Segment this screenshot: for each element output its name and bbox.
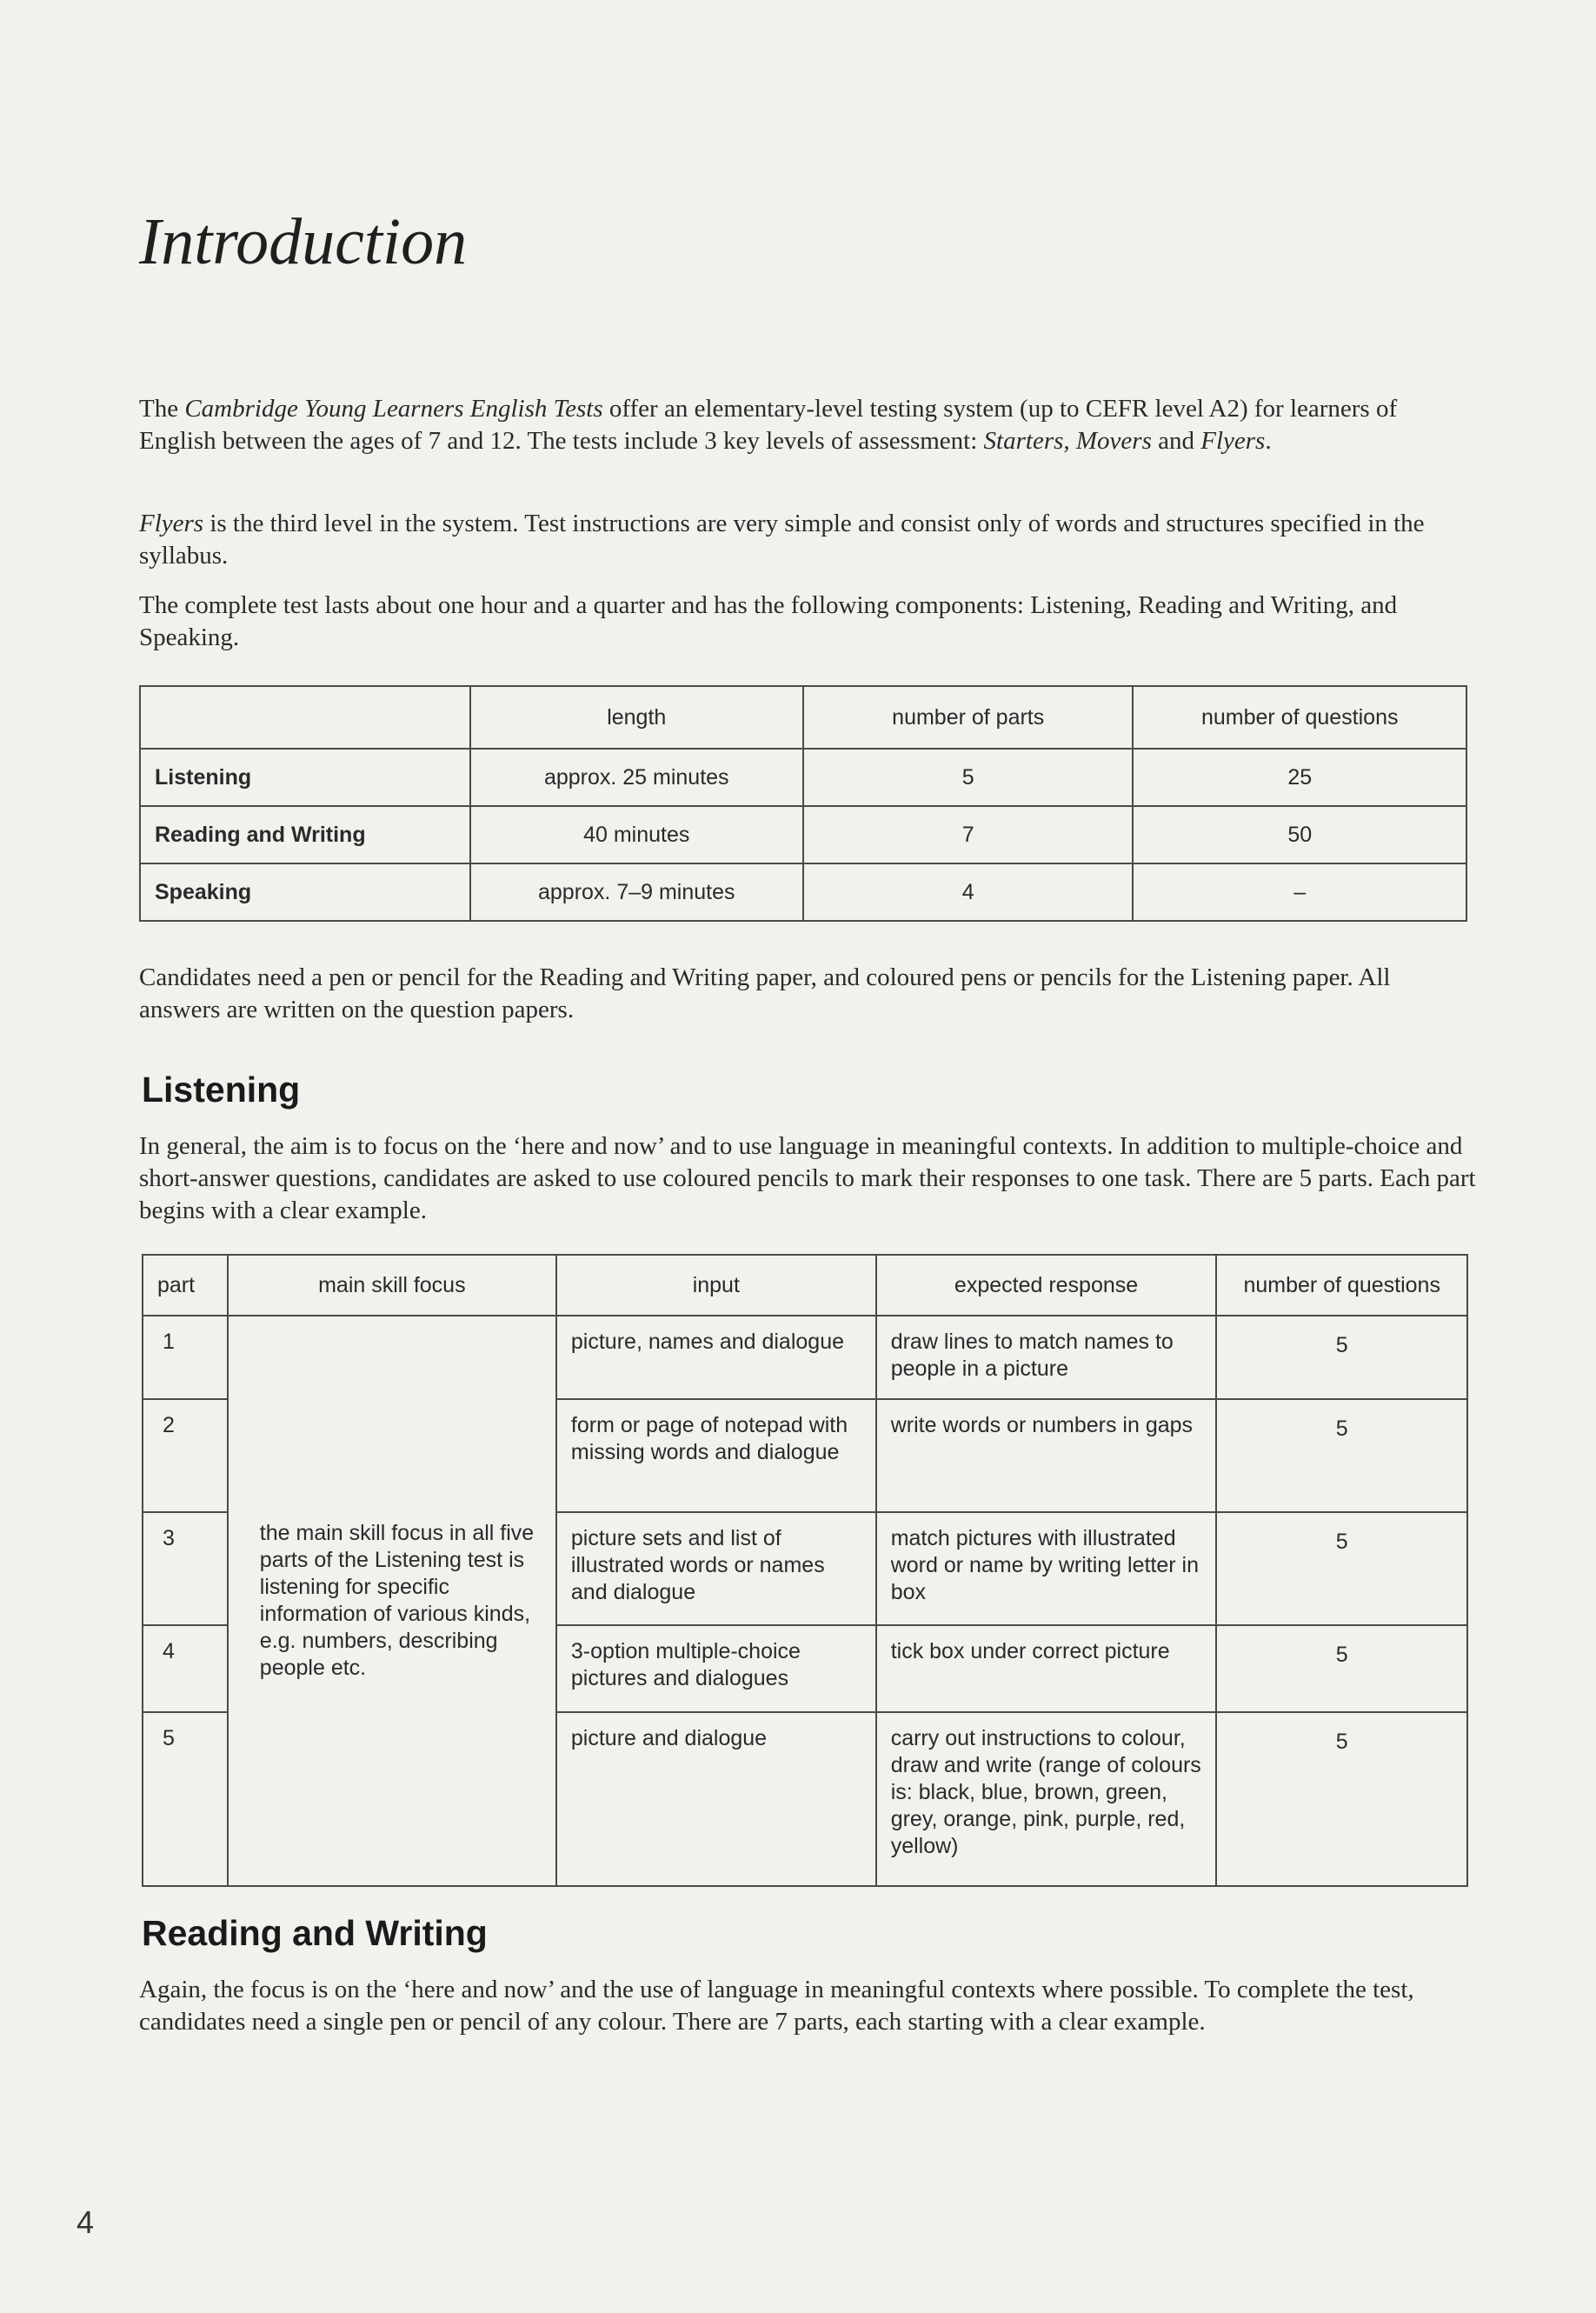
table-row: [140, 806, 1466, 863]
component-length: approx. 25 minutes: [470, 749, 803, 806]
input-description: picture and dialogue: [556, 1712, 876, 1886]
intro-paragraph-2: [139, 508, 1469, 572]
table-header-cell: [140, 686, 470, 749]
text-run: The: [139, 395, 185, 423]
input-description: form or page of notepad with missing words and dialogue: [556, 1399, 876, 1512]
part-number: 4: [143, 1625, 228, 1712]
component-questions: 50: [1133, 806, 1466, 863]
italic-run: Cambridge Young Learners English Tests: [184, 395, 603, 423]
table-header-cell: length: [470, 686, 803, 749]
component-name: Listening: [140, 749, 470, 806]
italic-run: Starters, Movers: [983, 427, 1152, 455]
table-header-cell: input: [556, 1255, 876, 1316]
page-number: 4: [76, 2204, 95, 2240]
expected-response: draw lines to match names to people in a picture: [876, 1316, 1217, 1399]
italic-run: Flyers: [1200, 427, 1266, 455]
part-number: 2: [143, 1399, 228, 1512]
materials-note: Candidates need a pen or pencil for the Reading and Writing paper, and coloured pens or pencils for the Listening paper. All answers are written on the question papers.: [139, 963, 1391, 1023]
component-length: 40 minutes: [470, 806, 803, 863]
reading-writing-paragraph: Again, the focus is on the ‘here and now’ and the use of language in meaningful contexts where possible. To complete the test, candidates need a single pen or pencil of any colour. There are 7 parts, each starting with a clear example.: [139, 1976, 1414, 2036]
table-header-cell: expected response: [876, 1255, 1217, 1316]
table-header-cell: number of parts: [803, 686, 1133, 749]
component-parts: 5: [803, 749, 1133, 806]
question-count: 5: [1216, 1399, 1467, 1512]
input-description: 3-option multiple-choice pictures and dialogues: [556, 1625, 876, 1712]
expected-response: tick box under correct picture: [876, 1625, 1217, 1712]
table-header-cell: number of questions: [1216, 1255, 1467, 1316]
text-run: .: [1265, 427, 1272, 455]
table-row: [140, 863, 1466, 921]
component-length: approx. 7–9 minutes: [470, 863, 803, 921]
intro-paragraph-1: [139, 393, 1469, 457]
table-row: [140, 749, 1466, 806]
input-description: picture sets and list of illustrated words or names and dialogue: [556, 1512, 876, 1625]
component-name: Speaking: [140, 863, 470, 921]
listening-table: [142, 1254, 1468, 1887]
question-count: 5: [1216, 1316, 1467, 1399]
section-heading-listening: Listening: [142, 1070, 301, 1110]
text-run: and: [1151, 427, 1201, 455]
question-count: 5: [1216, 1712, 1467, 1886]
component-name: Reading and Writing: [140, 806, 470, 863]
part-number: 1: [143, 1316, 228, 1399]
table-header-row: [143, 1255, 1467, 1316]
section-heading-reading-writing: Reading and Writing: [142, 1913, 488, 1953]
italic-run: Flyers: [139, 510, 204, 537]
table-header-cell: main skill focus: [228, 1255, 556, 1316]
table-header-cell: number of questions: [1133, 686, 1466, 749]
table-header-row: [140, 686, 1466, 749]
expected-response: write words or numbers in gaps: [876, 1399, 1217, 1512]
expected-response: carry out instructions to colour, draw and write (range of colours is: black, blue, brown, green, grey, orange, pink, purple, red, yellow): [876, 1712, 1217, 1886]
expected-response: match pictures with illustrated word or name by writing letter in box: [876, 1512, 1217, 1625]
question-count: 5: [1216, 1625, 1467, 1712]
page-title: Introduction: [139, 205, 468, 278]
part-number: 3: [143, 1512, 228, 1625]
components-table: [139, 685, 1467, 922]
input-description: picture, names and dialogue: [556, 1316, 876, 1399]
component-questions: –: [1133, 863, 1466, 921]
main-skill-focus: the main skill focus in all five parts of the Listening test is listening for specific information of various kinds, e.g. numbers, describing people etc.: [228, 1316, 556, 1886]
component-parts: 7: [803, 806, 1133, 863]
listening-paragraph: In general, the aim is to focus on the ‘here and now’ and to use language in meaningful contexts. In addition to multiple-choice and short-answer questions, candidates are asked to use coloured pencils to mark their responses to one task. There are 5 parts. Each part begins with a clear example.: [139, 1132, 1476, 1224]
component-parts: 4: [803, 863, 1133, 921]
text-run: is the third level in the system. Test instructions are very simple and consist only of words and structures specified in the syllabus.: [139, 510, 1425, 570]
table-row: [143, 1316, 1467, 1399]
text-run: offer an elementary-level testing system (up to CEFR level A2) for learners of English between the ages of 7 and 12. The tests include 3 key levels of assessment:: [139, 395, 1398, 455]
part-number: 5: [143, 1712, 228, 1886]
component-questions: 25: [1133, 749, 1466, 806]
intro-paragraph-3: The complete test lasts about one hour and a quarter and has the following components: Listening, Reading and Writing, and Speaking.: [139, 591, 1398, 651]
table-header-cell: part: [143, 1255, 228, 1316]
question-count: 5: [1216, 1512, 1467, 1625]
